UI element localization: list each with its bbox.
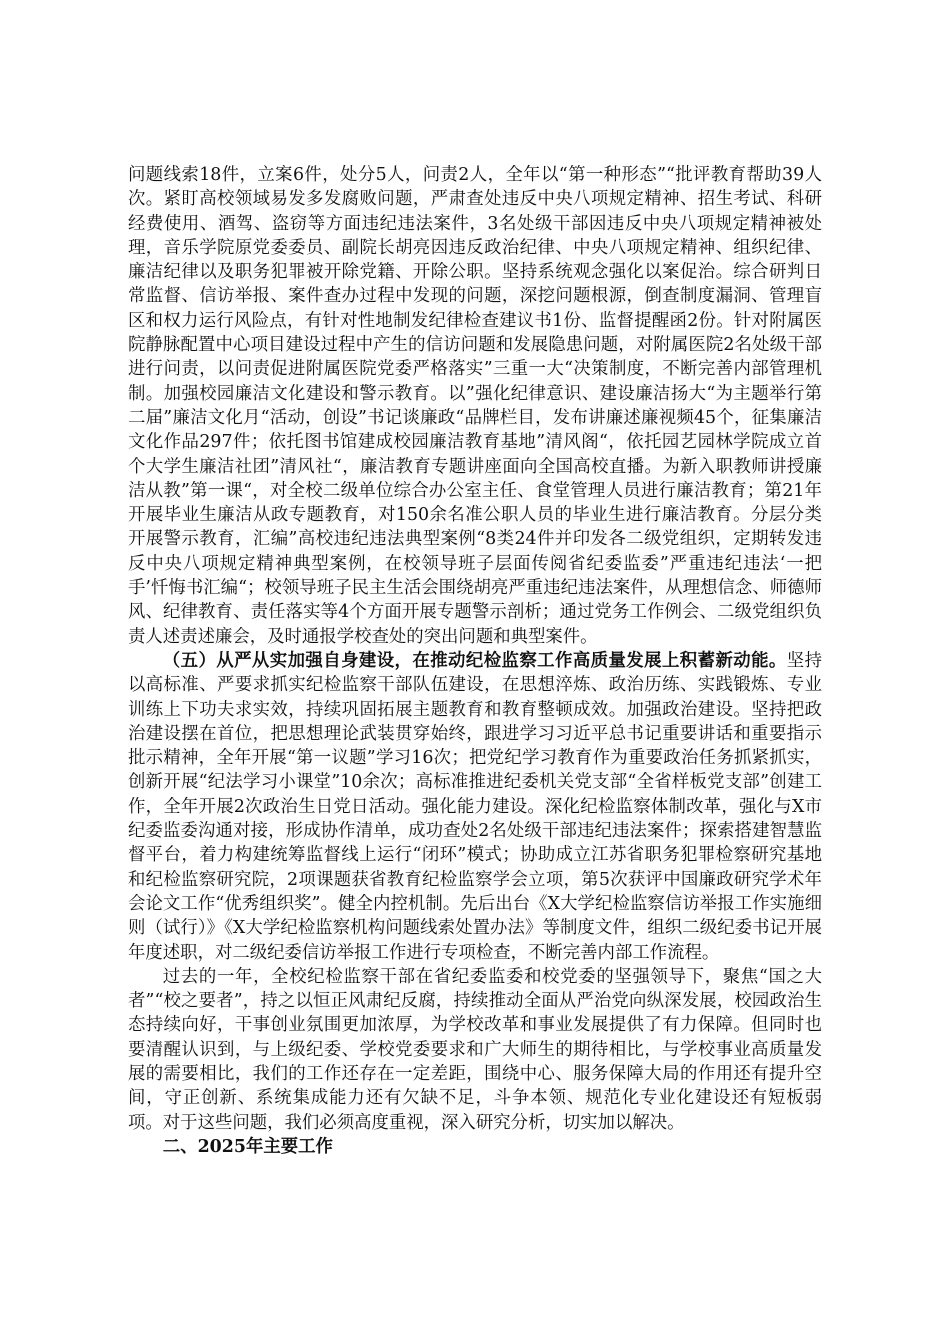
paragraph-summary: 过去的一年，全校纪检监察干部在省纪委监委和校党委的坚强领导下，聚焦“国之大者”“校之要者”，持之以恒正风肃纪反腐，持续推动全面从严治党向纵深发展，校园政治生态持续向好，干事创业氛围更加浓厚，为学校改革和事业发展提供了有力保障。但同时也要清醒认识到，与上级纪委、学校党委要求和广大师生的期待相比，与学校事业高质量发展的需要相比，我们的工作还存在一定差距，围绕中心、服务保障大局的作用还有提升空间，守正创新、系统集成能力还有欠缺不足，斗争本领、规范化专业化建设还有短板弱项。对于这些问题，我们必须高度重视，深入研究分析，切实加以解决。 bbox=[128, 966, 822, 1133]
section-5-body: 坚持以高标准、严要求抓实纪检监察干部队伍建设，在思想淬炼、政治历练、实践锻炼、专业训练上下功夫求实效，持续巩固拓展主题教育和教育整顿成效。加强政治建设。坚持把政治建设摆在首位，把思想理论武装贯穿始终，跟进学习习近平总书记重要讲话和重要指示批示精神，全年开展“第一议题”学习16次；把党纪学习教育作为重要政治任务抓紧抓实，创新开展“纪法学习小课堂”10余次；高标准推进纪委机关党支部“全省样板党支部”创建工作，全年开展2次政治生日党日活动。强化能力建设。深化纪检监察体制改革，强化与X市纪委监委沟通对接，形成协作清单，成功查处2名处级干部违纪违法案件；探索搭建智慧监督平台，着力构建统筹监督线上运行“闭环”模式；协助成立江苏省职务犯罪检察研究基地和纪检监察研究院，2项课题获省教育纪检监察学会立项，第5次获评中国廉政研究学术年会论文工作“优秀组织奖”。健全内控机制。先后出台《X大学纪检监察信访举报工作实施细则（试行）》《X大学纪检监察机构问题线索处置办法》等制度文件，组织二级纪委书记开展年度述职，对二级纪委信访举报工作进行专项检查，不断完善内部工作流程。 bbox=[128, 650, 822, 963]
paragraph-section-5 bbox=[128, 649, 822, 965]
section-2-heading: 二、2025年主要工作 bbox=[162, 1136, 333, 1157]
document-page bbox=[128, 163, 822, 1159]
paragraph-case-handling: 问题线索18件，立案6件，处分5人，问责2人，全年以“第一种形态”“批评教育帮助39人次。紧盯高校领域易发多发腐败问题，严肃查处违反中央八项规定精神、招生考试、科研经费使用、酒驾、盗窃等方面违纪违法案件，3名处级干部因违反中央八项规定精神被处理，音乐学院原党委委员、副院长胡亮因违反政治纪律、中央八项规定精神、组织纪律、廉洁纪律以及职务犯罪被开除党籍、开除公职。坚持系统观念强化以案促治。综合研判日常监督、信访举报、案件查办过程中发现的问题，深挖问题根源，倒查制度漏洞、管理盲区和权力运行风险点，有针对性地制发纪律检查建议书1份、监督提醒函2份。针对附属医院静脉配置中心项目建设过程中产生的信访问题和发展隐患问题，对附属医院2名处级干部进行问责，以问责促进附属医院党委严格落实”三重一大“决策制度，不断完善内部管理机制。加强校园廉洁文化建设和警示教育。以”强化纪律意识、建设廉洁扬大“为主题举行第二届”廉洁文化月“活动，创设”书记谈廉政“品牌栏目，发布讲廉述廉视频45个，征集廉洁文化作品297件；依托图书馆建成校园廉洁教育基地”清风阁“，依托园艺园林学院成立首个大学生廉洁社团”清风社“，廉洁教育专题讲座面向全国高校直播。为新入职教师讲授廉洁从教”第一课“，对全校二级单位综合办公室主任、食堂管理人员进行廉洁教育；第21年开展毕业生廉洁从政专题教育，对150余名准公职人员的毕业生进行廉洁教育。分层分类开展警示教育，汇编”高校违纪违法典型案例“8类24件并印发各二级党组织，定期转发违反中央八项规定精神典型案例，在校领导班子层面传阅省纪委监委”严重违纪违法‘一把手’忏悔书汇编“；校领导班子民主生活会围绕胡亮严重违纪违法案件，从理想信念、师德师风、纪律教育、责任落实等4个方面开展专题警示剖析；通过党务工作例会、二级党组织负责人述责述廉会，及时通报学校查处的突出问题和典型案件。 bbox=[128, 165, 822, 647]
section-5-title: （五）从严从实加强自身建设，在推动纪检监察工作高质量发展上积蓄新动能。 bbox=[162, 650, 787, 671]
